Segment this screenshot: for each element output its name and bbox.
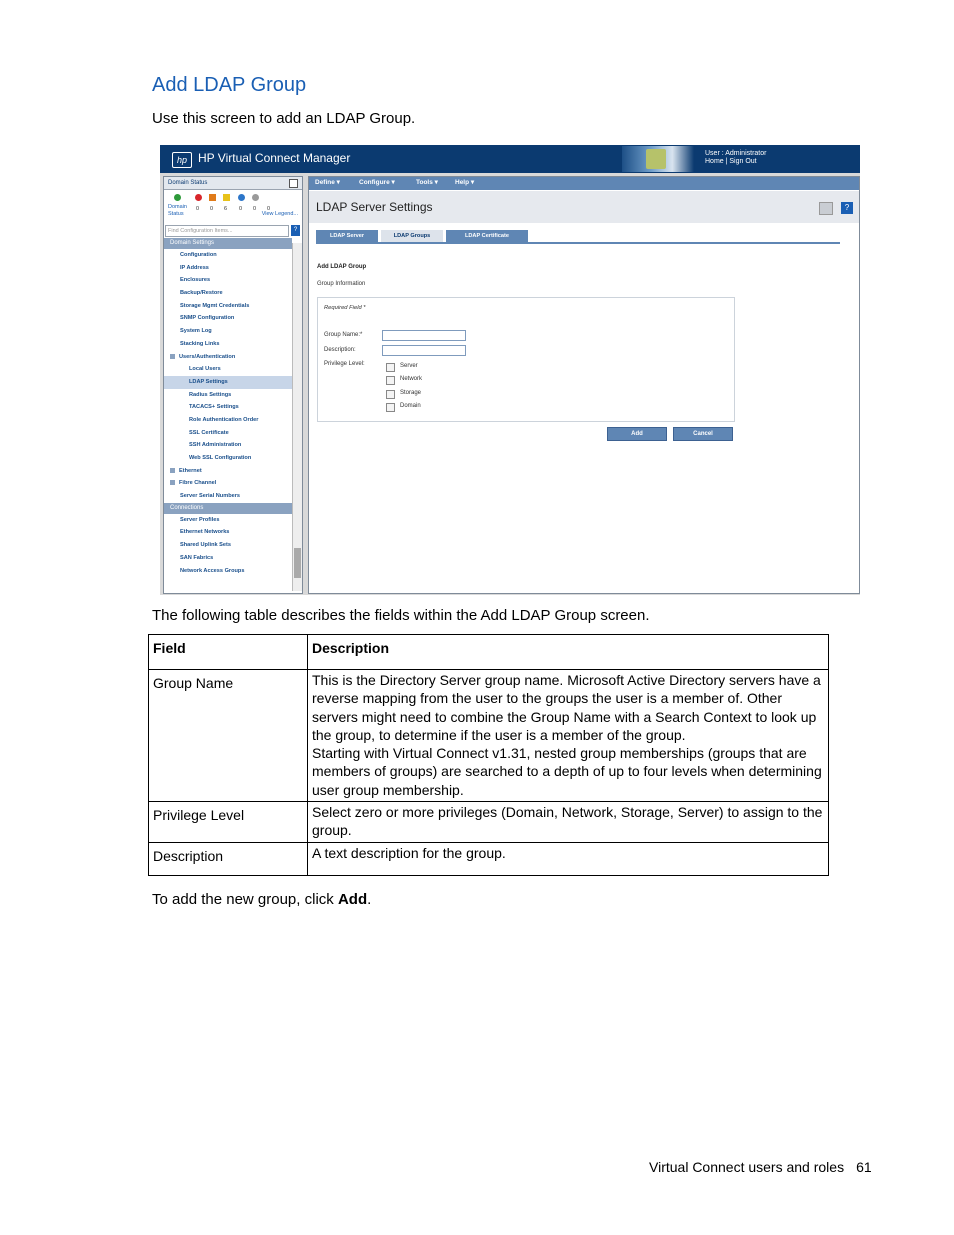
domain-status-title: Domain Status	[168, 180, 208, 186]
tab-ldap-server[interactable]: LDAP Server	[316, 230, 378, 242]
group-form	[317, 297, 735, 422]
description-header: Description	[308, 635, 829, 670]
field-cell: Description	[149, 842, 308, 875]
warning-status-icon[interactable]	[223, 194, 230, 201]
settings-header	[309, 191, 859, 223]
nav-item-local-users[interactable]: Local Users	[189, 366, 221, 373]
cancel-button[interactable]: Cancel	[673, 427, 733, 441]
nav-item-ldap-settings[interactable]: LDAP Settings	[164, 376, 292, 389]
settings-title: LDAP Server Settings	[316, 200, 433, 214]
menu-configure[interactable]: Configure ▾	[359, 179, 395, 186]
field-cell: Privilege Level	[149, 802, 308, 843]
app-header	[160, 145, 860, 173]
nav-item-ethernet[interactable]: Ethernet	[164, 465, 292, 478]
nav-section-connections[interactable]: Connections	[164, 503, 292, 514]
nav-item-server-serial[interactable]: Server Serial Numbers	[180, 493, 241, 500]
info-status-icon[interactable]	[238, 194, 245, 201]
nav-item-server-profiles[interactable]: Server Profiles	[180, 516, 220, 523]
nav-item-role-auth[interactable]: Role Authentication Order	[189, 416, 259, 423]
header-figure-icon	[646, 149, 666, 169]
group-information-label: Group Information	[317, 281, 366, 287]
nav-item-snmp[interactable]: SNMP Configuration	[180, 315, 235, 322]
add-button[interactable]: Add	[607, 427, 667, 441]
nav-item-web-ssl[interactable]: Web SSL Configuration	[189, 455, 252, 461]
status-count: 6	[224, 206, 228, 212]
privilege-server-checkbox[interactable]	[386, 363, 395, 372]
left-nav-panel	[163, 176, 303, 594]
privilege-storage-checkbox[interactable]	[386, 390, 395, 399]
page-footer	[649, 1159, 872, 1175]
vcm-screenshot	[160, 145, 860, 595]
nav-item-fibre-channel[interactable]: Fibre Channel	[164, 477, 292, 490]
print-icon[interactable]	[819, 202, 833, 215]
page-title: Add LDAP Group	[152, 74, 307, 96]
outro-text	[152, 891, 371, 908]
page-number: 61	[856, 1159, 872, 1175]
tab-ldap-groups[interactable]: LDAP Groups	[381, 230, 443, 242]
status-count: 0	[267, 206, 271, 212]
nav-item-storage-mgmt[interactable]: Storage Mgmt Credentials	[180, 302, 250, 309]
user-info	[705, 150, 766, 166]
description-cell	[308, 842, 829, 875]
description-line: This is the Directory Server group name. Microsoft Active Directory servers have a reverse mapping from the user to the groups the user is a member of. Other servers might need to combine the Group Name with a Search Context to look up the group, to determine if the user is a member of the group.	[312, 672, 821, 743]
status-icons-row	[164, 190, 302, 204]
menu-tools[interactable]: Tools ▾	[416, 179, 438, 186]
status-count: 0	[210, 206, 214, 212]
nav-item-san-fabrics[interactable]: SAN Fabrics	[180, 554, 214, 561]
privilege-domain-label: Domain	[400, 403, 421, 409]
nav-item-ssh-admin[interactable]: SSH Administration	[189, 442, 242, 449]
nav-item-ssl-cert[interactable]: SSL Certificate	[189, 429, 229, 436]
privilege-domain-checkbox[interactable]	[386, 403, 395, 412]
intro-text: Use this screen to add an LDAP Group.	[152, 110, 416, 127]
unknown-status-icon[interactable]	[252, 194, 259, 201]
nav-item-users-auth[interactable]: Users/Authentication	[164, 351, 292, 364]
description-label: Description:	[324, 347, 356, 353]
privilege-storage-label: Storage	[400, 390, 422, 396]
ok-status-icon[interactable]	[174, 194, 181, 201]
nav-item-tacacs[interactable]: TACACS+ Settings	[189, 404, 239, 411]
privilege-network-checkbox[interactable]	[386, 376, 395, 385]
nav-item-ethernet-networks[interactable]: Ethernet Networks	[180, 529, 230, 536]
outro-prefix: To add the new group, click	[152, 891, 338, 908]
menu-help[interactable]: Help ▾	[455, 179, 475, 186]
privilege-network-label: Network	[400, 376, 423, 382]
description-line: A text description for the group.	[312, 844, 506, 861]
group-name-label: Group Name:*	[324, 332, 363, 338]
description-input[interactable]	[382, 345, 466, 356]
user-links[interactable]: Home | Sign Out	[705, 158, 757, 165]
outro-add-bold: Add	[337, 891, 368, 908]
content-panel	[308, 176, 860, 594]
tab-ldap-certificate[interactable]: LDAP Certificate	[446, 230, 528, 242]
nav-item-radius[interactable]: Radius Settings	[189, 391, 232, 398]
tab-bar	[316, 230, 840, 244]
collapse-icon[interactable]	[289, 179, 298, 188]
outro-suffix: .	[367, 891, 372, 908]
nav-item-shared-uplink-sets[interactable]: Shared Uplink Sets	[180, 542, 231, 549]
privilege-level-label: Privilege Level:	[324, 361, 365, 367]
find-config-input[interactable]: Find Configuration Items...	[165, 225, 289, 237]
status-count: 0	[253, 206, 257, 212]
scrollbar-thumb[interactable]	[294, 548, 301, 578]
description-cell	[308, 670, 829, 802]
user-name: User : Administrator	[705, 150, 767, 157]
field-header: Field	[149, 635, 308, 670]
domain-status-link[interactable]: Domain Status	[168, 204, 187, 217]
app-title: HP Virtual Connect Manager	[198, 151, 351, 165]
footer-section-title: Virtual Connect users and roles	[649, 1159, 845, 1175]
nav-item-enclosures[interactable]: Enclosures	[180, 277, 211, 284]
nav-item-ip-address[interactable]: IP Address	[180, 264, 209, 271]
nav-item-configuration[interactable]: Configuration	[180, 252, 217, 258]
nav-item-system-log[interactable]: System Log	[180, 328, 212, 335]
critical-status-icon[interactable]	[195, 194, 202, 201]
description-line: Starting with Virtual Connect v1.31, nested group memberships (groups that are members of groups) are searched to a depth of up to four levels when determining user group membership.	[312, 745, 822, 798]
description-cell	[308, 802, 829, 843]
help-icon[interactable]: ?	[841, 202, 853, 214]
hp-logo-icon: hp	[172, 152, 192, 168]
nav-section-domain-settings[interactable]: Domain Settings	[164, 238, 292, 249]
table-header-row	[149, 635, 829, 670]
table-row	[149, 842, 829, 875]
nav-scrollbar[interactable]	[292, 243, 302, 591]
nav-item-stacking-links[interactable]: Stacking Links	[180, 340, 220, 347]
nav-item-network-access-groups[interactable]: Network Access Groups	[180, 567, 245, 574]
table-row	[149, 802, 829, 843]
table-intro-text: The following table describes the fields within the Add LDAP Group screen.	[152, 607, 650, 624]
find-row	[164, 224, 302, 238]
privilege-server-label: Server	[400, 363, 418, 369]
field-cell: Group Name	[149, 670, 308, 802]
status-count: 0	[196, 206, 200, 212]
table-row	[149, 670, 829, 802]
group-name-input[interactable]	[382, 330, 466, 341]
required-field-note: Required Field *	[324, 305, 366, 311]
fields-table	[148, 634, 829, 876]
find-help-icon[interactable]: ?	[291, 225, 300, 236]
status-counts-row	[164, 204, 302, 224]
description-line: Select zero or more privileges (Domain, Network, Storage, Server) to assign to the group.	[312, 804, 823, 839]
view-legend-link[interactable]: View Legend...	[261, 211, 298, 217]
major-status-icon[interactable]	[209, 194, 216, 201]
add-ldap-group-title: Add LDAP Group	[317, 264, 367, 270]
domain-status-header	[164, 177, 302, 190]
header-graphic	[622, 146, 694, 172]
menu-bar	[309, 177, 859, 190]
nav-item-backup-restore[interactable]: Backup/Restore	[180, 290, 223, 297]
menu-define[interactable]: Define ▾	[315, 179, 340, 186]
status-count: 0	[239, 206, 243, 212]
